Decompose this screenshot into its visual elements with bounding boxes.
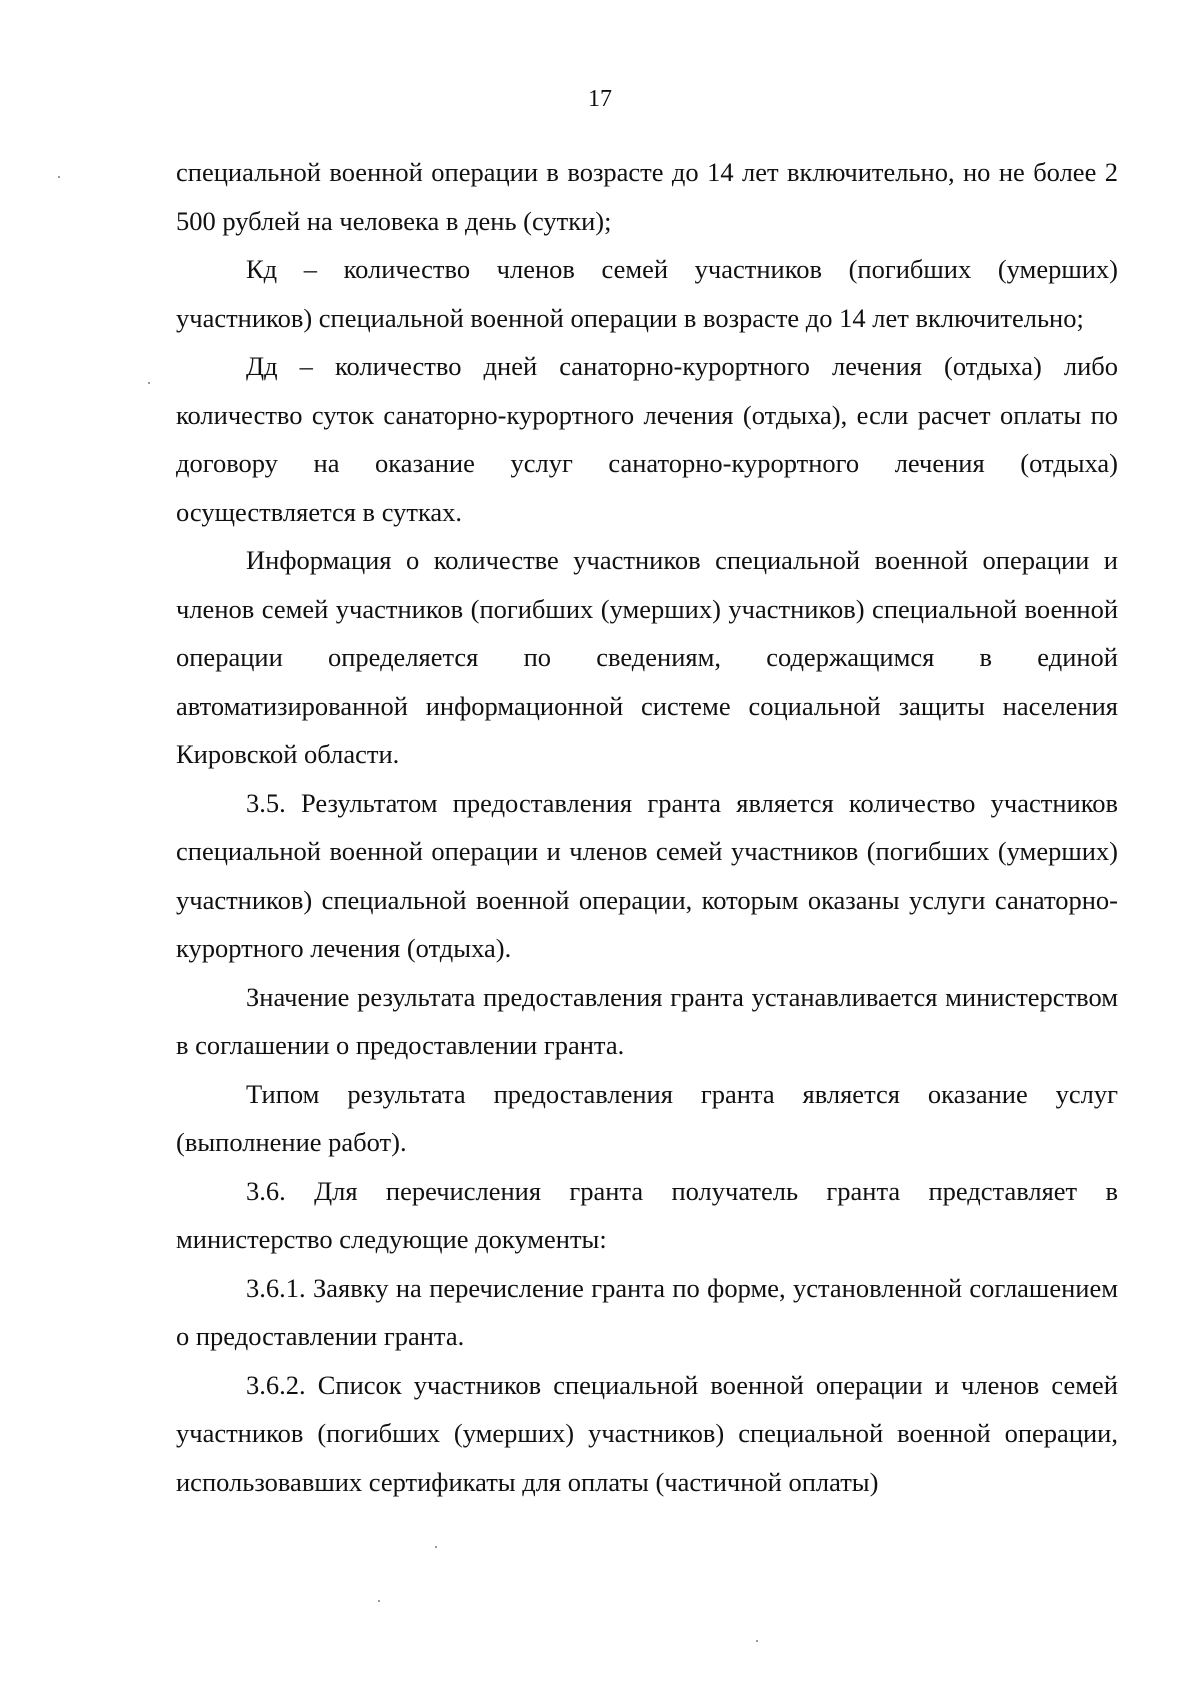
paragraph-3-5: 3.5. Результатом предоставления гранта является количество участников специальной военной операции и членов семей участников (погибших (умерших) участников) специальной военной операции, которым оказаны услуги санаторно-курортного лечения (отдыха). xyxy=(176,787,1118,963)
paragraph-result-value: Значение результата предоставления гранта устанавливается министерством в соглашении о предоставлении гранта. xyxy=(176,981,1118,1060)
paragraph-3-6-1: 3.6.1. Заявку на перечисление гранта по форме, установленной соглашением о предоставлении гранта. xyxy=(176,1272,1118,1351)
scan-speck xyxy=(435,1546,437,1548)
scan-speck xyxy=(756,1640,758,1642)
paragraph-dd-definition: Дд – количество дней санаторно-курортного лечения (отдыха) либо количество суток санаторно-курортного лечения (отдыха), если расчет оплаты по договору на оказание услуг санаторно-курортного лечения (отдыха) осуществляется в сутках. xyxy=(176,351,1118,527)
paragraph-continuation: специальной военной операции в возрасте до 14 лет включительно, но не более 2 500 рублей на человека в день (сутки); xyxy=(176,157,1118,236)
scan-speck xyxy=(148,382,150,384)
scan-speck xyxy=(58,176,60,178)
paragraph-kd-definition: Кд – количество членов семей участников (погибших (умерших) участников) специальной военной операции в возрасте до 14 лет включительно; xyxy=(176,254,1118,333)
paragraph-3-6: 3.6. Для перечисления гранта получатель гранта представляет в министерство следующие документы: xyxy=(176,1175,1118,1254)
scan-speck xyxy=(378,1600,380,1602)
paragraph-3-6-2: 3.6.2. Список участников специальной военной операции и членов семей участников (погибших (умерших) участников) специальной военной операции, использовавших сертификаты для оплаты (частичной оплаты) xyxy=(176,1369,1118,1497)
paragraph-result-type: Типом результата предоставления гранта является оказание услуг (выполнение работ). xyxy=(176,1078,1118,1157)
document-body xyxy=(176,148,1118,1506)
paragraph-information-source: Информация о количестве участников специальной военной операции и членов семей участников (погибших (умерших) участников) специальной военной операции определяется по сведениям, содержащимся в единой автоматизированной информационной системе социальной защиты населения Кировской области. xyxy=(176,545,1118,769)
page-number: 17 xyxy=(588,86,612,112)
